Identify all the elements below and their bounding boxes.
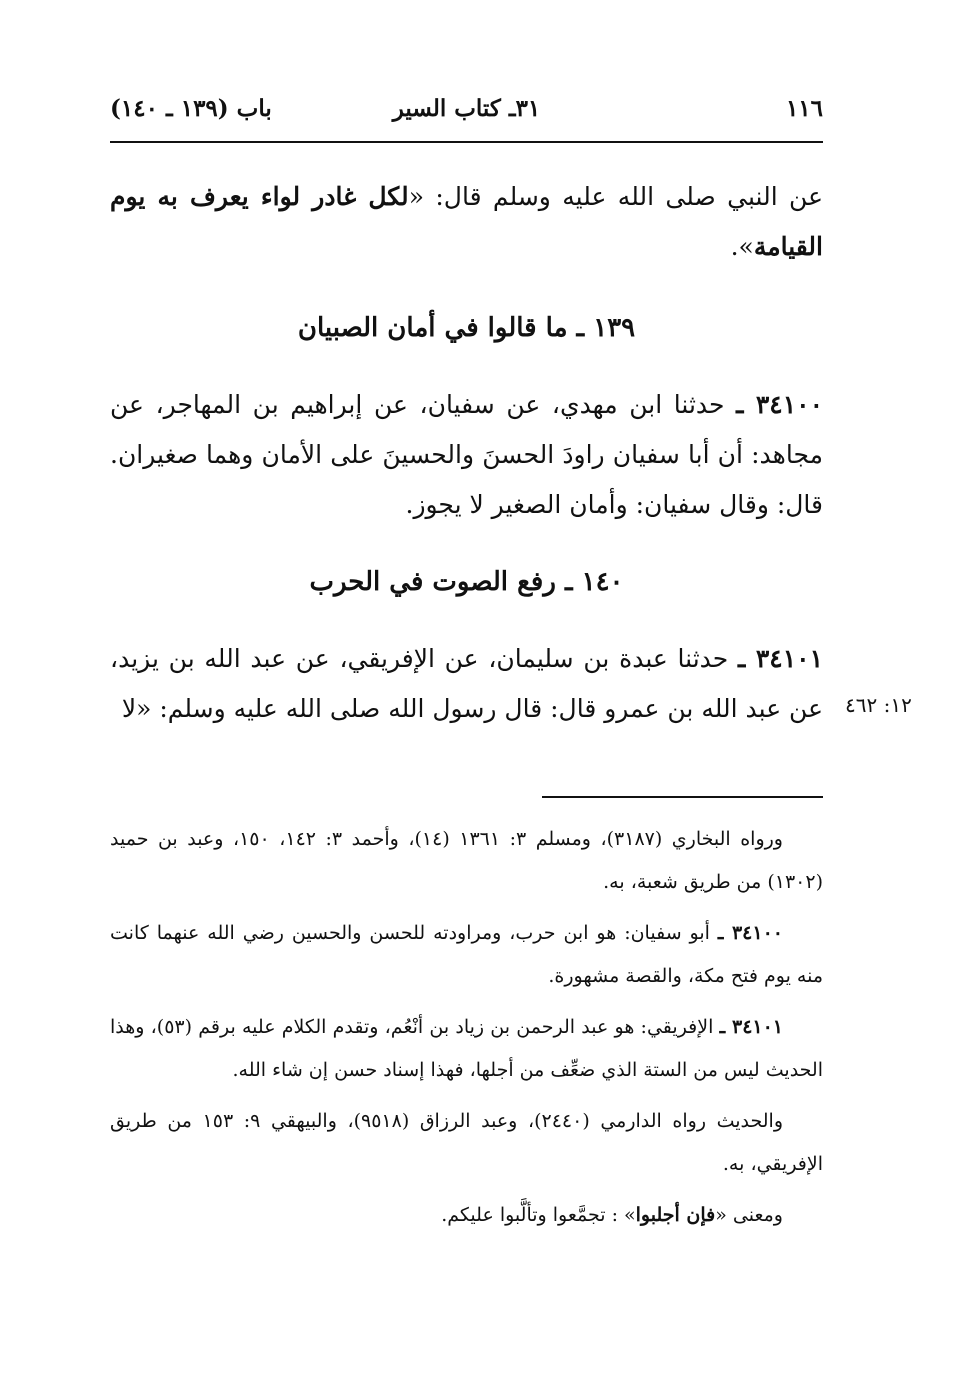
- hadith-34100: [110, 380, 823, 530]
- footnote-number: ٣٤١٠١ ـ: [719, 1016, 784, 1038]
- footnote-5: [110, 1194, 823, 1237]
- footnote-1: ورواه البخاري (٣١٨٧)، ومسلم ٣: ١٣٦١ (١٤)، وأحمد ٣: ١٤٢، ١٥٠، وعبد بن حميد (١٣٠٢) من طريق شعبة، به.: [110, 828, 823, 893]
- hadith-text: حدثنا عبدة بن سليمان، عن الإفريقي، عن عبد الله بن يزيد، عن عبد الله بن عمرو قال: قال رسول الله صلى الله عليه وسلم: «لا: [110, 644, 823, 723]
- page-number: ١١٦: [785, 95, 823, 122]
- hadith-number: ٣٤١٠٠ ـ: [736, 390, 823, 419]
- chapter-range: باب (١٣٩ ـ ١٤٠): [110, 95, 272, 122]
- footnote-text: » : تجمَّعوا وتألَّبوا عليكم.: [441, 1204, 636, 1226]
- section-heading-139: ١٣٩ ـ ما قالوا في أمان الصبيان: [297, 313, 636, 343]
- footnote-4: والحديث رواه الدارمي (٢٤٤٠)، وعبد الرزاق (٩٥١٨)، والبيهقي ٩: ١٥٣ من طريق الإفريقي، به.: [110, 1110, 823, 1175]
- footnote-term: فإن أجلبوا: [635, 1204, 716, 1226]
- section-heading-140: ١٤٠ ـ رفع الصوت في الحرب: [309, 567, 624, 597]
- footnotes: [110, 818, 823, 1245]
- hadith-34101: [110, 634, 823, 734]
- footnote-text: الإفريقي: هو عبد الرحمن بن زياد بن أنْعُم، وتقدم الكلام عليه برقم (٥٣)، وهذا الحديث ليس من الستة الذي ضعِّف من أجلها، فهذا إسناد حسن إن شاء الله.: [110, 1016, 823, 1081]
- intro-paragraph: [110, 172, 823, 272]
- footnote-text: ومعنى «: [715, 1204, 783, 1226]
- margin-reference: ١٢: ٤٦٢: [845, 693, 912, 717]
- page-header: [110, 95, 823, 135]
- footnote-text: أبو سفيان: هو ابن حرب، ومراودته للحسن والحسين رضي الله عنهما كانت منه يوم فتح مكة، والقصة مشهورة.: [110, 922, 823, 987]
- header-rule: [110, 141, 823, 143]
- footnote-rule: [542, 796, 823, 798]
- intro-text: عن النبي صلى الله عليه وسلم قال: «: [408, 182, 823, 211]
- intro-end: ».: [730, 232, 754, 261]
- hadith-text: حدثنا ابن مهدي، عن سفيان، عن إبراهيم بن المهاجر، عن مجاهد: أن أبا سفيان راودَ الحسنَ والحسينَ على الأمان وهما صغيران. قال: وقال سفيان: وأمان الصغير لا يجوز.: [110, 390, 823, 519]
- intro-quote: لكل غادر لواء يعرف به يوم القيامة: [110, 182, 823, 261]
- book-title: ٣١ـ كتاب السير: [392, 95, 541, 122]
- hadith-number: ٣٤١٠١ ـ: [738, 644, 823, 673]
- footnote-3: [110, 1006, 823, 1092]
- footnote-number: ٣٤١٠٠ ـ: [717, 922, 783, 944]
- footnote-2: [110, 912, 823, 998]
